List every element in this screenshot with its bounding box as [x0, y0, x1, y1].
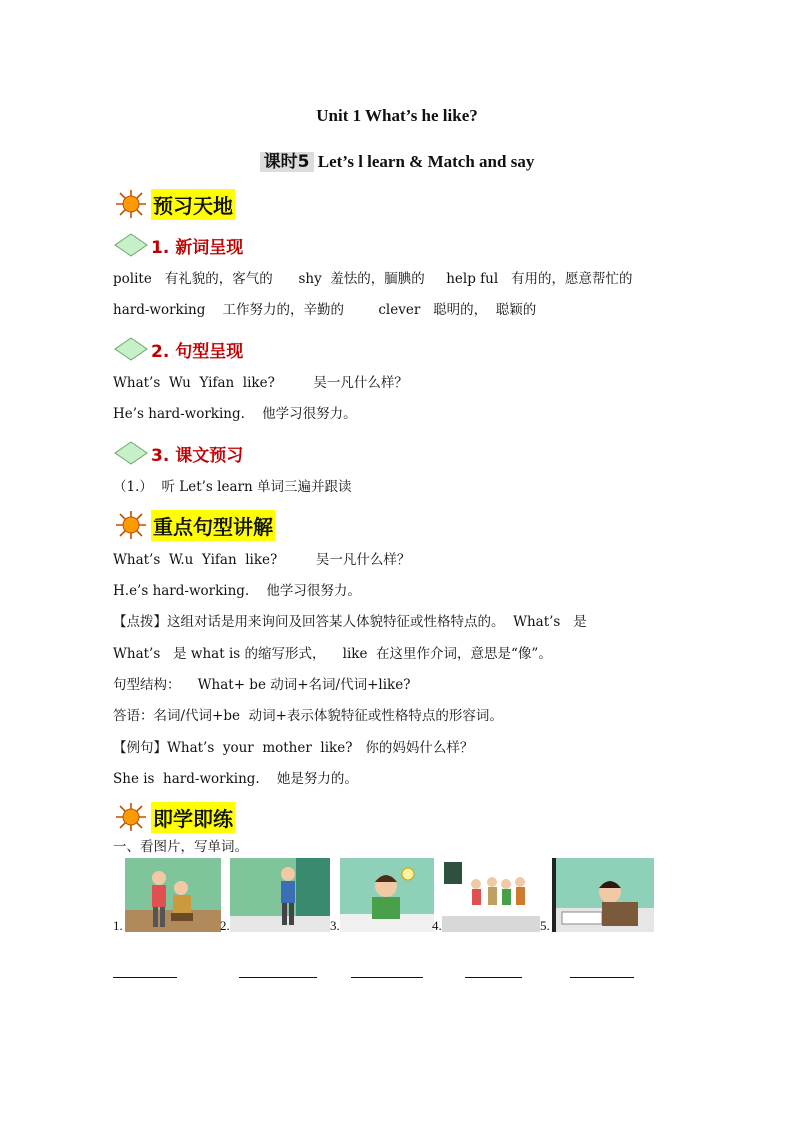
picture-number: 5.	[540, 918, 550, 933]
sun-icon	[113, 802, 149, 832]
picture-number: 1.	[113, 918, 123, 933]
picture-5	[540, 858, 655, 932]
picture-number: 4.	[432, 918, 442, 933]
picture-hard-working-boy	[552, 858, 654, 932]
section-title: 预习天地	[151, 189, 235, 220]
preview-line-1: （1.） 听 Let’s learn 单词三遍并跟读	[113, 479, 352, 495]
picture-number: 2.	[220, 918, 230, 933]
sentence-line-1: What’s Wu Yifan like? 吴一凡什么样？	[113, 375, 408, 391]
picture-3	[330, 858, 434, 932]
key-line-7: 【例句】What’s your mother like? 你的妈妈什么样？	[113, 740, 474, 756]
key-line-3: 【点拨】这组对话是用来询问及回答某人体貌特征或性格特点的。 What’s 是	[113, 614, 587, 630]
diamond-icon	[113, 337, 149, 361]
diamond-icon	[113, 441, 149, 465]
picture-helpful-group	[442, 858, 540, 932]
key-line-2: H.e’s hard-working. 他学习很努力。	[113, 583, 361, 599]
sun-icon	[113, 189, 149, 219]
picture-shy-boy	[230, 858, 330, 932]
section-title: 即学即练	[151, 802, 235, 833]
picture-2	[220, 858, 330, 932]
sentence-line-2: He’s hard-working. 他学习很努力。	[113, 406, 357, 422]
word-line-1: polite 有礼貌的，客气的 shy 羞怯的，腼腆的 help ful 有用的，愿意帮忙的	[113, 271, 633, 287]
subsection-title: 3. 课文预习	[151, 445, 244, 466]
diamond-icon	[113, 233, 149, 257]
answer-blank-3[interactable]	[351, 976, 423, 978]
picture-polite-children	[125, 858, 221, 932]
subsection-words	[113, 232, 243, 258]
key-line-6: 答语：名词/代词+be 动词+表示体貌特征或性格特点的形容词。	[113, 708, 503, 724]
answer-blank-4[interactable]	[465, 976, 522, 978]
lesson-title: Let’s l learn & Match and say	[317, 152, 535, 171]
section-preview	[113, 187, 235, 221]
lesson-number: 课时5	[260, 152, 314, 172]
picture-1	[113, 858, 221, 932]
question-line: 一、看图片，写单词。	[113, 839, 248, 855]
answer-blank-2[interactable]	[239, 976, 317, 978]
key-line-4: What’s 是 what is 的缩写形式， like 在这里作介词，意思是“像”。	[113, 646, 552, 662]
sun-icon	[113, 510, 149, 540]
lesson-subtitle	[0, 147, 794, 172]
key-line-8: She is hard-working. 她是努力的。	[113, 771, 358, 787]
key-line-1: What’s W.u Yifan like? 吴一凡什么样？	[113, 552, 411, 568]
picture-4	[432, 858, 544, 932]
section-key	[113, 508, 275, 542]
picture-number: 3.	[330, 918, 340, 933]
answer-blank-1[interactable]	[113, 976, 177, 978]
section-title: 重点句型讲解	[151, 510, 275, 541]
picture-clever-boy	[340, 858, 434, 932]
subsection-title: 2. 句型呈现	[151, 341, 244, 362]
key-line-5: 句型结构： What+ be 动词+名词/代词+like?	[113, 677, 411, 693]
word-line-2: hard-working 工作努力的，辛勤的 clever 聪明的， 聪颖的	[113, 302, 537, 318]
subsection-sentences	[113, 336, 243, 362]
subsection-title: 1. 新词呈现	[151, 237, 244, 258]
page-title: Unit 1 What’s he like?	[316, 106, 478, 125]
subsection-text	[113, 440, 243, 466]
answer-blank-5[interactable]	[570, 976, 634, 978]
section-practice	[113, 800, 235, 834]
